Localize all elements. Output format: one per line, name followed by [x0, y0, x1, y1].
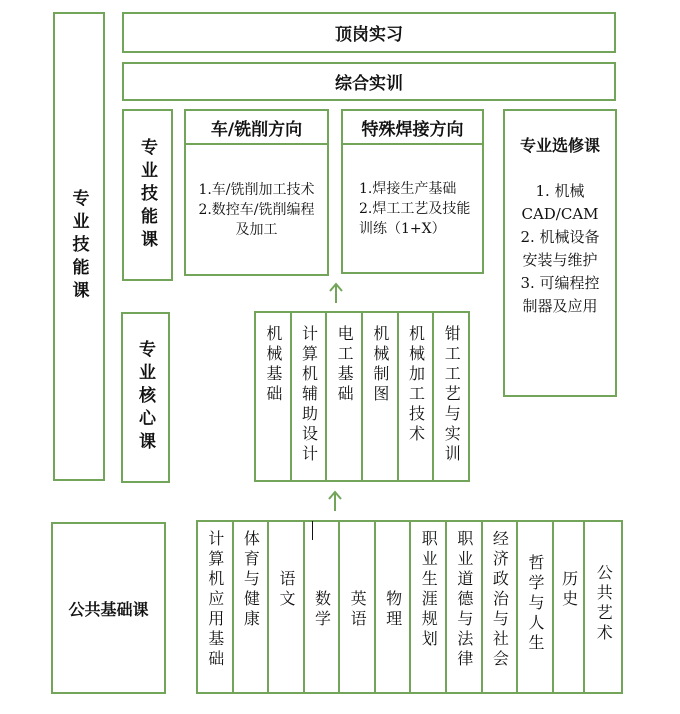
public-course: 历史 — [554, 522, 586, 692]
public-course: 经济政治与社会 — [483, 522, 519, 692]
public-course: 职业生涯规划 — [411, 522, 447, 692]
public-course: 英语 — [340, 522, 376, 692]
public-course: 计算机应用基础 — [198, 522, 234, 692]
core-course: 电工基础 — [327, 313, 363, 480]
welding-title-box — [341, 109, 484, 145]
public-courses-label-box — [51, 522, 166, 694]
public-course: 公共艺术 — [585, 522, 623, 692]
turning-milling-content-box — [184, 143, 329, 276]
welding-item-2: 2.焊工工艺及技能训练（1+X） — [359, 200, 471, 237]
welding-title: 特殊焊接方向 — [361, 119, 464, 140]
professional-skills-outer-box — [53, 12, 105, 481]
core-course: 机械制图 — [363, 313, 399, 480]
public-course: 体育与健康 — [234, 522, 270, 692]
arrow-up-icon — [327, 490, 343, 512]
core-course: 机械基础 — [256, 313, 292, 480]
public-course: 职业道德与法律 — [447, 522, 483, 692]
core-course: 机械加工技术 — [399, 313, 435, 480]
public-course: 数学 — [305, 522, 341, 692]
professional-skills-inner-label: 专业技能课 — [137, 137, 157, 253]
core-courses-label: 专业核心课 — [135, 340, 155, 455]
electives-title: 专业选修课 — [519, 136, 600, 155]
public-course: 语文 — [269, 522, 305, 692]
public-course: 哲学与人生 — [518, 522, 554, 692]
welding-content-box — [341, 143, 484, 274]
public-courses-strip — [196, 520, 623, 694]
core-course: 钳工工艺与实训 — [434, 313, 470, 480]
turning-milling-item-1: 1.车/铣削加工技术 — [198, 181, 315, 198]
turning-milling-item-2: 2.数控车/铣削编程及加工 — [198, 201, 315, 238]
internship-box — [122, 12, 616, 53]
electives-item-1: 1. 机械CAD/CAM — [521, 182, 599, 223]
electives-box — [503, 109, 617, 397]
comprehensive-training-label: 综合实训 — [335, 74, 403, 94]
core-courses-label-box — [121, 312, 170, 483]
electives-item-2: 2. 机械设备安装与维护 — [520, 228, 600, 269]
core-course: 计算机辅助设计 — [292, 313, 328, 480]
turning-milling-title: 车/铣削方向 — [210, 119, 303, 140]
internship-label: 顶岗实习 — [335, 25, 403, 45]
text-cursor — [312, 521, 313, 540]
turning-milling-title-box — [184, 109, 329, 145]
core-courses-strip — [254, 311, 470, 482]
professional-skills-outer-label: 专业技能课 — [68, 189, 89, 304]
public-courses-label: 公共基础课 — [68, 599, 149, 619]
welding-item-1: 1.焊接生产基础 — [359, 180, 457, 197]
public-course: 物理 — [376, 522, 412, 692]
professional-skills-inner-box — [122, 109, 173, 281]
comprehensive-training-box — [122, 62, 616, 101]
electives-item-3: 3. 可编程控制器及应用 — [520, 274, 600, 315]
arrow-up-icon — [328, 282, 344, 304]
